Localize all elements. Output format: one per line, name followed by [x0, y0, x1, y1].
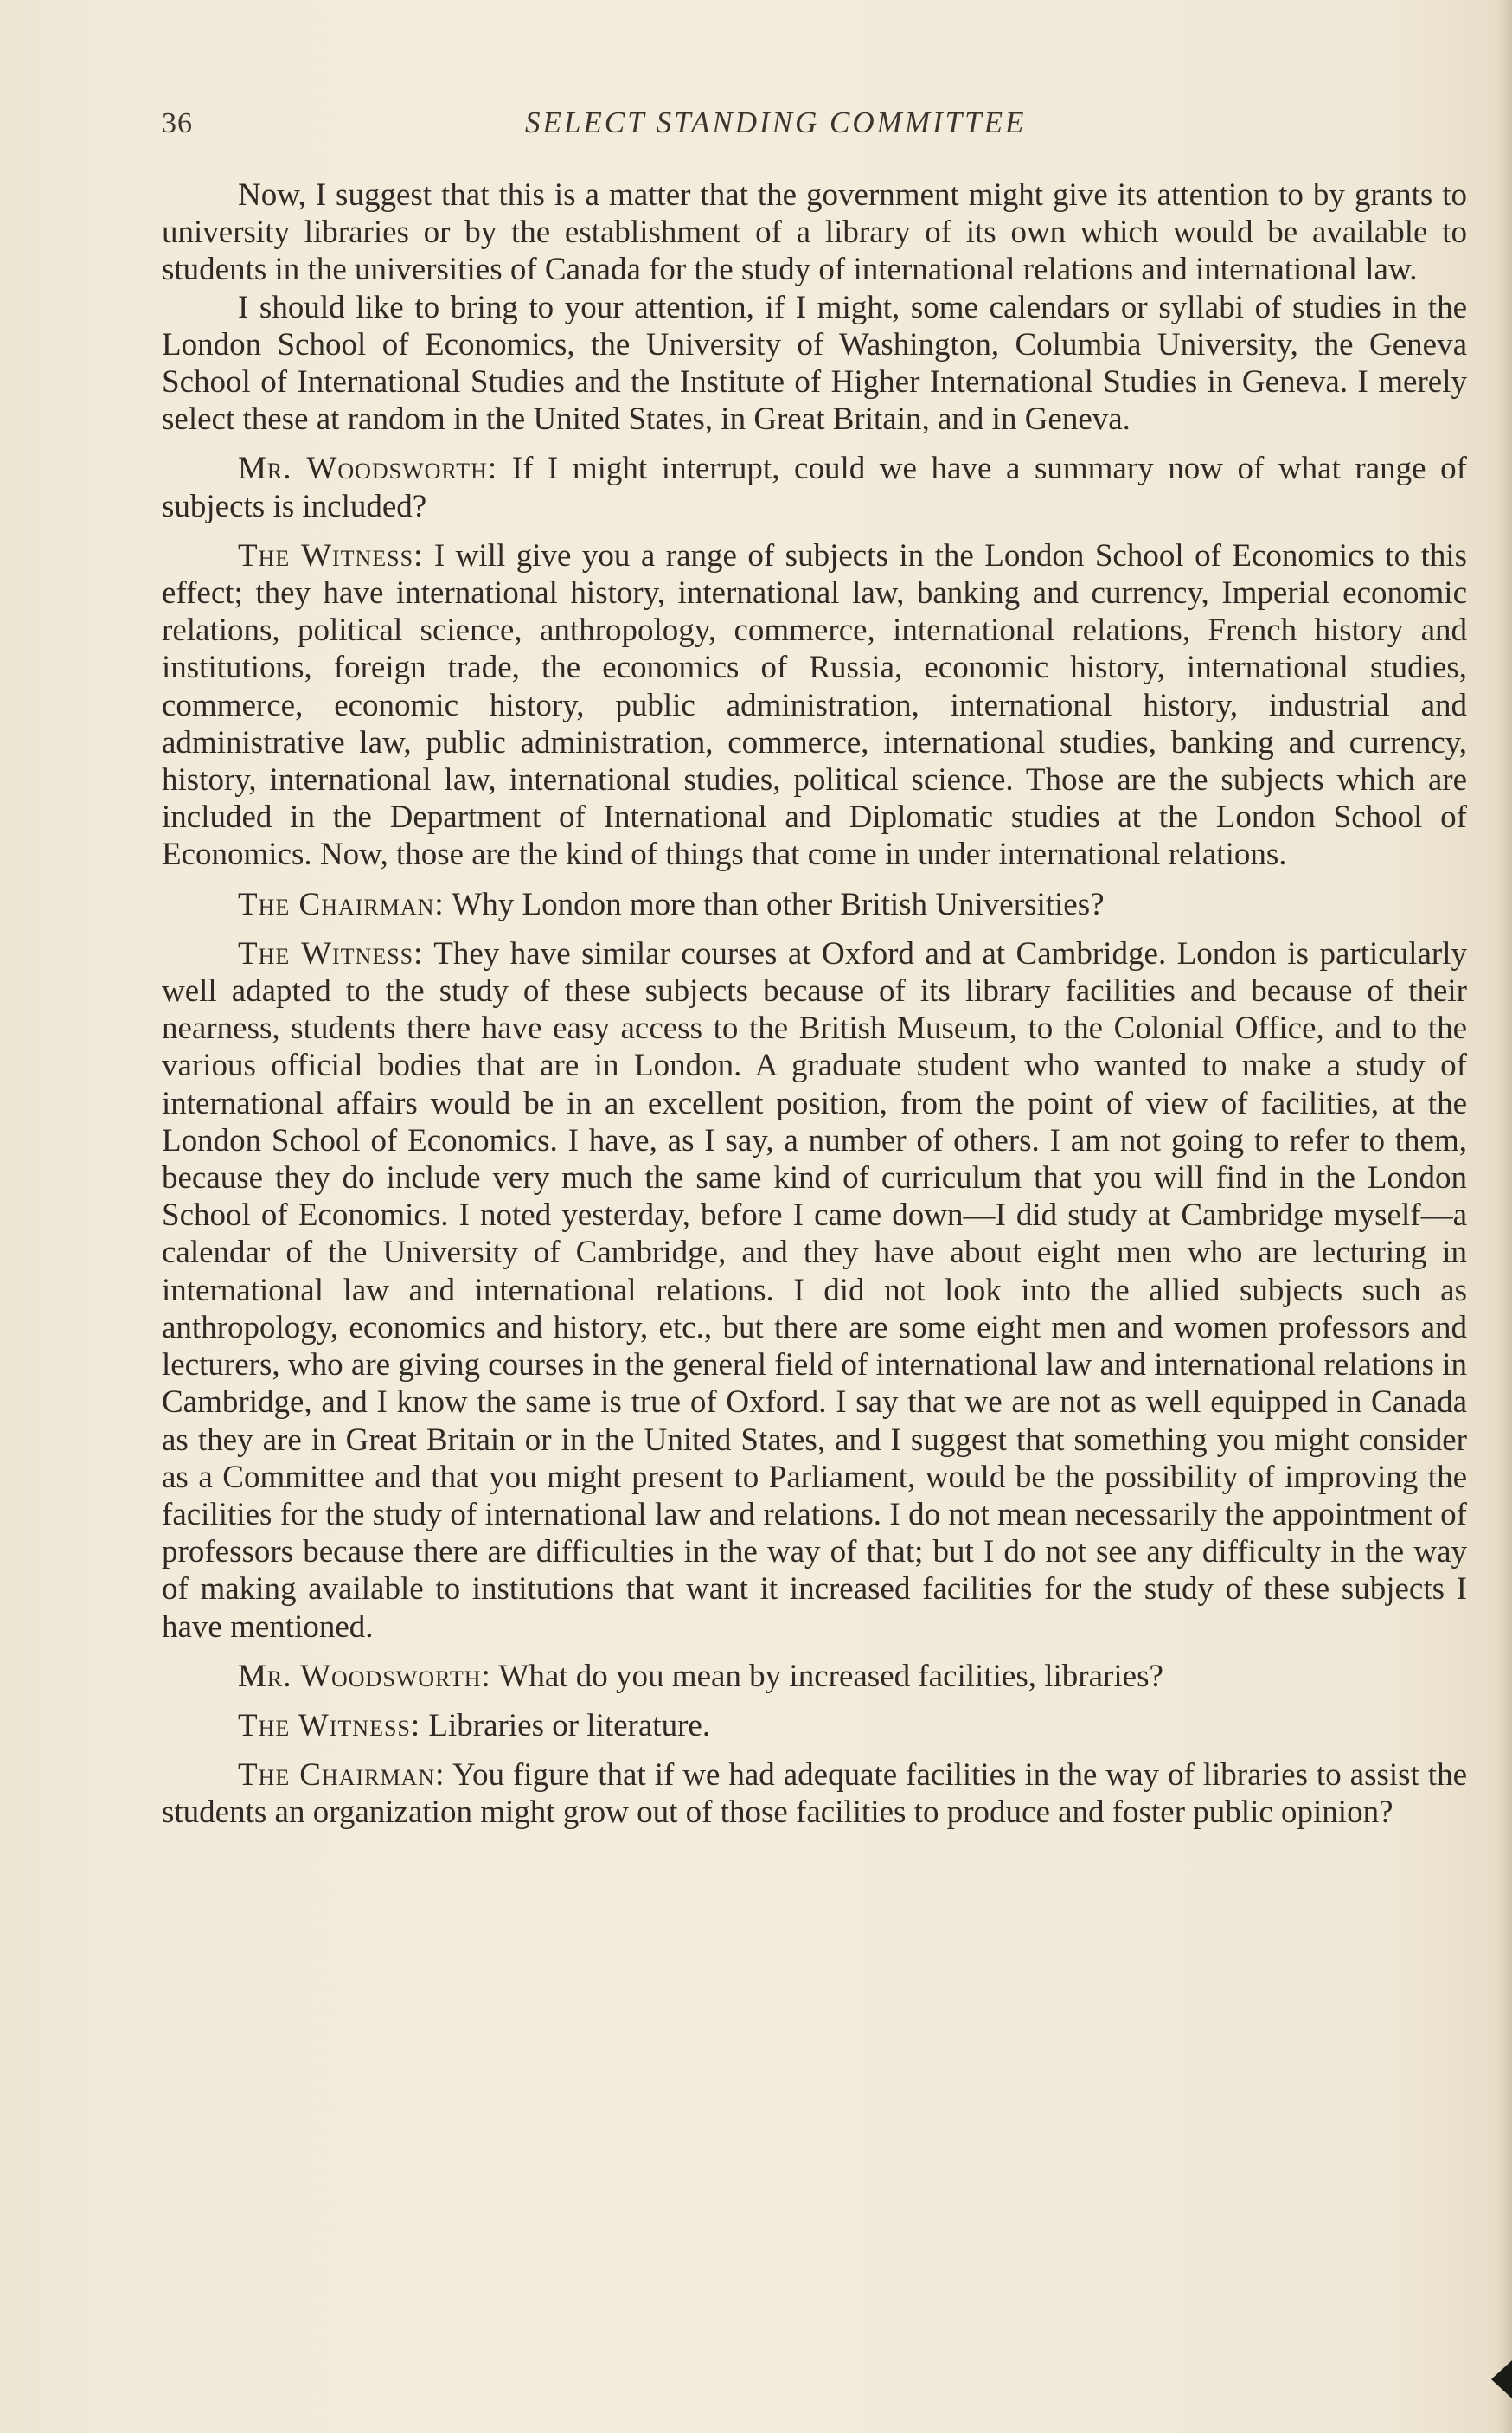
page-number: 36	[162, 107, 193, 139]
speaker-name: The Chairman:	[238, 1757, 445, 1794]
speaker-name: The Witness:	[238, 935, 424, 972]
speaker-name: The Witness:	[238, 537, 424, 574]
speaker-name: Mr. Woodsworth:	[238, 451, 498, 487]
paragraph-text: You figure that if we had adequate facilities in the way of libraries to assist the students an organization might grow out of those facilities to produce and foster public opinion?	[162, 1757, 1467, 1831]
speech-paragraph	[162, 886, 1467, 923]
speech-paragraph	[162, 1756, 1467, 1831]
speaker-name: The Chairman:	[238, 886, 445, 922]
paragraph-text: I should like to bring to your attention, if I might, some calendars or syllabi of studies in the London School of Economics, the University of Washington, Columbia University, the Geneva School of International Studies and the Institute of Higher International Studies in Geneva. I merely select these at random in the United States, in Great Britain, and in Geneva.	[162, 289, 1467, 438]
speech-paragraph	[162, 935, 1467, 1646]
speaker-name: The Witness:	[238, 1707, 421, 1743]
speech-paragraph	[162, 1658, 1467, 1695]
page-edge-shadow	[1496, 0, 1512, 2433]
speech-paragraph	[162, 450, 1467, 524]
speech-paragraph	[162, 537, 1467, 874]
running-header	[162, 102, 1477, 154]
paragraph-text: Libraries or literature.	[428, 1707, 711, 1743]
paragraph-text: Why London more than other British Universities?	[452, 886, 1105, 922]
speaker-name: Mr. Woodsworth:	[238, 1658, 491, 1694]
paragraph-text: What do you mean by increased facilities, libraries?	[498, 1658, 1163, 1694]
body-text	[162, 177, 1467, 1832]
paragraph-text: I will give you a range of subjects in the London School of Economics to this effect; they have international history, international law, banking and currency, Imperial economic relations, political science, anthropology, commerce, international relations, French history and institutions, foreign trade, the economics of Russia, economic history, international studies, commerce, economic history, public administration, international history, industrial and administrative law, public administration, commerce, international studies, banking and currency, history, international law, international studies, political science. Those are the subjects which are included in the Department of International and Diplomatic studies at the London School of Economics. Now, those are the kind of things that come in under international relations.	[162, 537, 1467, 873]
paragraph-text: Now, I suggest that this is a matter that the government might give its attention to by grants to university libraries or by the establishment of a library of its own which would be available to students in the universities of Canada for the study of international relations and international law.	[162, 177, 1467, 288]
speech-paragraph	[162, 1707, 1467, 1744]
paragraph-text: They have similar courses at Oxford and at Cambridge. London is particularly well adapted to the study of these subjects because of its library facilities and because of their nearness, students there have easy access to the British Museum, to the Colonial Office, and to the various official bodies that are in London. A graduate student who wanted to make a study of international affairs would be in an excellent position, from the point of view of facilities, at the London School of Economics. I have, as I say, a number of others. I am not going to refer to them, because they do include very much the same kind of curriculum that you will find in the London School of Economics. I noted yesterday, before I came down—I did study at Cambridge myself—a calendar of the University of Cambridge, and they have about eight men who are lecturing in international law and international relations. I did not look into the allied subjects such as anthropology, economics and history, etc., but there are some eight men and women professors and lecturers, who are giving courses in the general field of international law and international relations in Cambridge, and I know the same is true of Oxford. I say that we are not as well equipped in Canada as they are in Great Britain or in the United States, and I suggest that something you might consider as a Committee and that you might present to Parliament, would be the possibility of improving the facilities for the study of international law and relations. I do not mean necessarily the appointment of professors because there are difficulties in the way of that; but I do not see any difficulty in the way of making available to institutions that want it increased facilities for the study of these subjects I have mentioned.	[162, 935, 1467, 1645]
running-title: SELECT STANDING COMMITTEE	[525, 106, 1027, 139]
paragraph	[162, 177, 1467, 289]
paragraph-text: If I might interrupt, could we have a summary now of what range of subjects is included?	[162, 451, 1468, 524]
corner-tab-marker	[1491, 2360, 1512, 2398]
paragraph	[162, 289, 1467, 439]
